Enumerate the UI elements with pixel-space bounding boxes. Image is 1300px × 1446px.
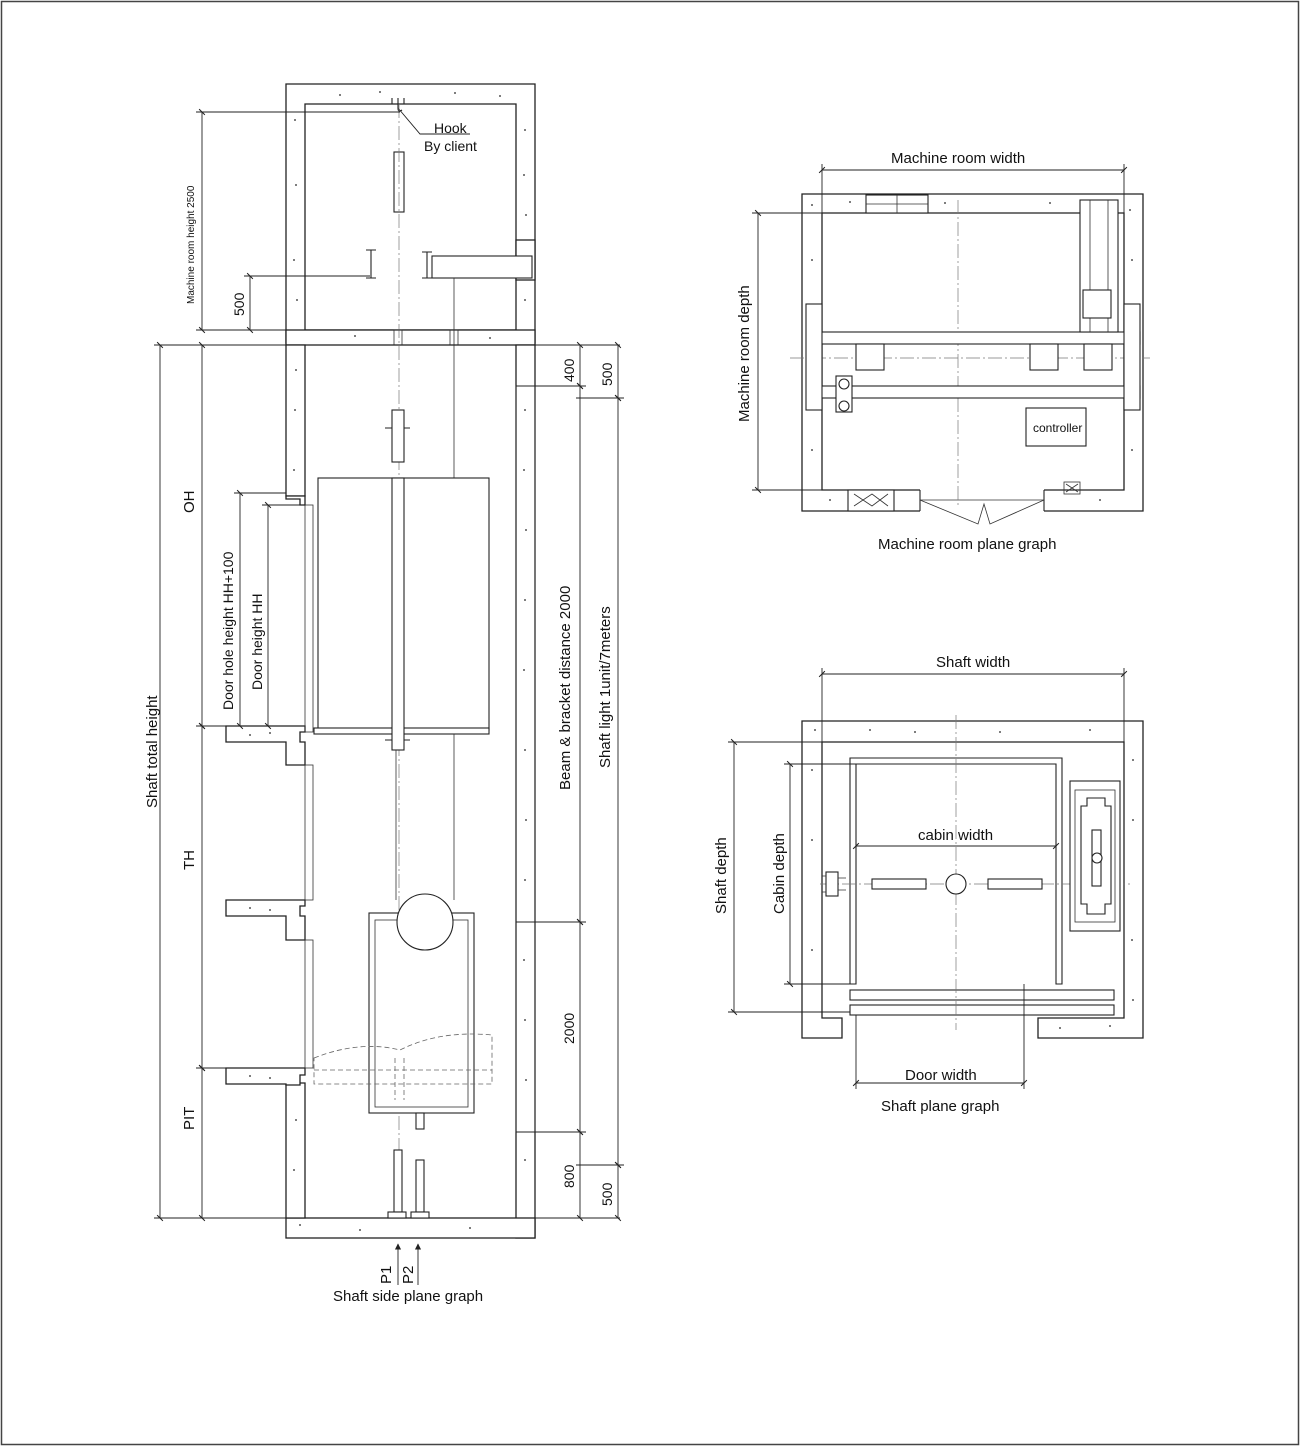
beam-i-section-left bbox=[366, 250, 376, 278]
landing-sill-plan bbox=[850, 1005, 1114, 1015]
mr-width-label: Machine room width bbox=[891, 150, 1026, 167]
mr-beam-support-left bbox=[806, 304, 822, 410]
counterweight-buffer-pin bbox=[416, 1113, 424, 1129]
mr-beam-support-right bbox=[1124, 304, 1140, 410]
landing-door-frame-3 bbox=[305, 940, 313, 1068]
landing-slab-top bbox=[286, 496, 305, 505]
landing-door-frame-2 bbox=[305, 765, 313, 900]
governor-wheel-bottom bbox=[839, 401, 849, 411]
car-buffer-base bbox=[388, 1212, 406, 1218]
shaft-width-label: Shaft width bbox=[936, 654, 1011, 671]
machine-room-floor-slab bbox=[286, 330, 535, 345]
cabin-width-label: cabin width bbox=[918, 827, 994, 844]
door-height-label: Door height HH bbox=[249, 593, 265, 690]
car-rail-left bbox=[872, 879, 926, 889]
car-center-mark bbox=[946, 874, 966, 894]
machine-room-caption: Machine room plane graph bbox=[878, 536, 1057, 553]
shaft-left-wall-lower bbox=[286, 1083, 305, 1218]
guide-rail-car bbox=[392, 478, 404, 750]
machine-motor bbox=[1083, 290, 1111, 318]
shaft-light-label: Shaft light 1unit/7meters bbox=[597, 606, 614, 768]
overhead-label: OH bbox=[181, 490, 198, 513]
beam-bracket-distance-label: Beam & bracket distance 2000 bbox=[557, 585, 574, 790]
machine-room-height-label: Machine room height 2500 bbox=[186, 185, 197, 304]
pit-label: PIT bbox=[181, 1106, 198, 1130]
beam-height-label: 500 bbox=[231, 292, 247, 316]
p2-label: P2 bbox=[400, 1265, 417, 1284]
landing-slab-3 bbox=[226, 1068, 305, 1085]
machine-beam bbox=[432, 256, 532, 278]
bracket-2000-label: 2000 bbox=[561, 1012, 577, 1044]
shaft-depth-label: Shaft depth bbox=[713, 837, 730, 914]
landing-door-frame-1 bbox=[305, 505, 313, 732]
left-rail-bracket bbox=[826, 872, 838, 896]
hook-note: By client bbox=[424, 138, 477, 154]
bottom-800-label: 800 bbox=[561, 1164, 577, 1188]
rail-top-clamp bbox=[392, 410, 404, 462]
shaft-total-height-label: Shaft total height bbox=[144, 695, 161, 808]
car-sill-plan bbox=[850, 990, 1114, 1000]
car-rail-right bbox=[988, 879, 1042, 889]
machine-foot-mid bbox=[1030, 344, 1058, 370]
shaft-side-view bbox=[144, 84, 624, 1305]
top-gap-500-label: 500 bbox=[599, 362, 615, 386]
shaft-plan bbox=[713, 654, 1143, 1115]
counterweight-buffer-base bbox=[411, 1212, 429, 1218]
governor-wheel-top bbox=[839, 379, 849, 389]
shaft-plan-caption: Shaft plane graph bbox=[881, 1098, 1000, 1115]
bottom-500-label: 500 bbox=[599, 1182, 615, 1206]
counterweight-buffer bbox=[416, 1160, 424, 1212]
side-view-caption: Shaft side plane graph bbox=[333, 1288, 484, 1305]
shaft-left-wall-upper bbox=[286, 345, 305, 496]
mr-beam-upper bbox=[808, 332, 1140, 344]
beam-i-section-right bbox=[422, 252, 432, 278]
shaft-right-wall bbox=[516, 345, 535, 1238]
machine-room-plan bbox=[736, 150, 1150, 553]
machine-foot-right bbox=[1084, 344, 1112, 370]
pit-floor-slab bbox=[286, 1218, 535, 1238]
landing-slab-2 bbox=[226, 900, 305, 940]
car-buffer bbox=[394, 1150, 402, 1212]
controller-label: controller bbox=[1033, 421, 1083, 435]
machine-foot-left bbox=[856, 344, 884, 370]
travel-height-label: TH bbox=[181, 850, 198, 870]
top-gap-400-label: 400 bbox=[561, 358, 577, 382]
cabin-depth-label: Cabin depth bbox=[771, 833, 788, 914]
p1-label: P1 bbox=[378, 1265, 395, 1284]
landing-slab-1 bbox=[226, 726, 305, 765]
ventilation-fan-icon bbox=[848, 490, 894, 511]
counterweight-rail-center bbox=[1092, 853, 1102, 863]
mr-depth-label: Machine room depth bbox=[736, 285, 753, 422]
hook-label: Hook bbox=[434, 120, 467, 136]
door-hole-height-label: Door hole height HH+100 bbox=[220, 551, 236, 710]
door-width-label: Door width bbox=[905, 1067, 977, 1084]
mr-beam-lower bbox=[808, 386, 1140, 398]
counterweight-pulley bbox=[397, 894, 453, 950]
